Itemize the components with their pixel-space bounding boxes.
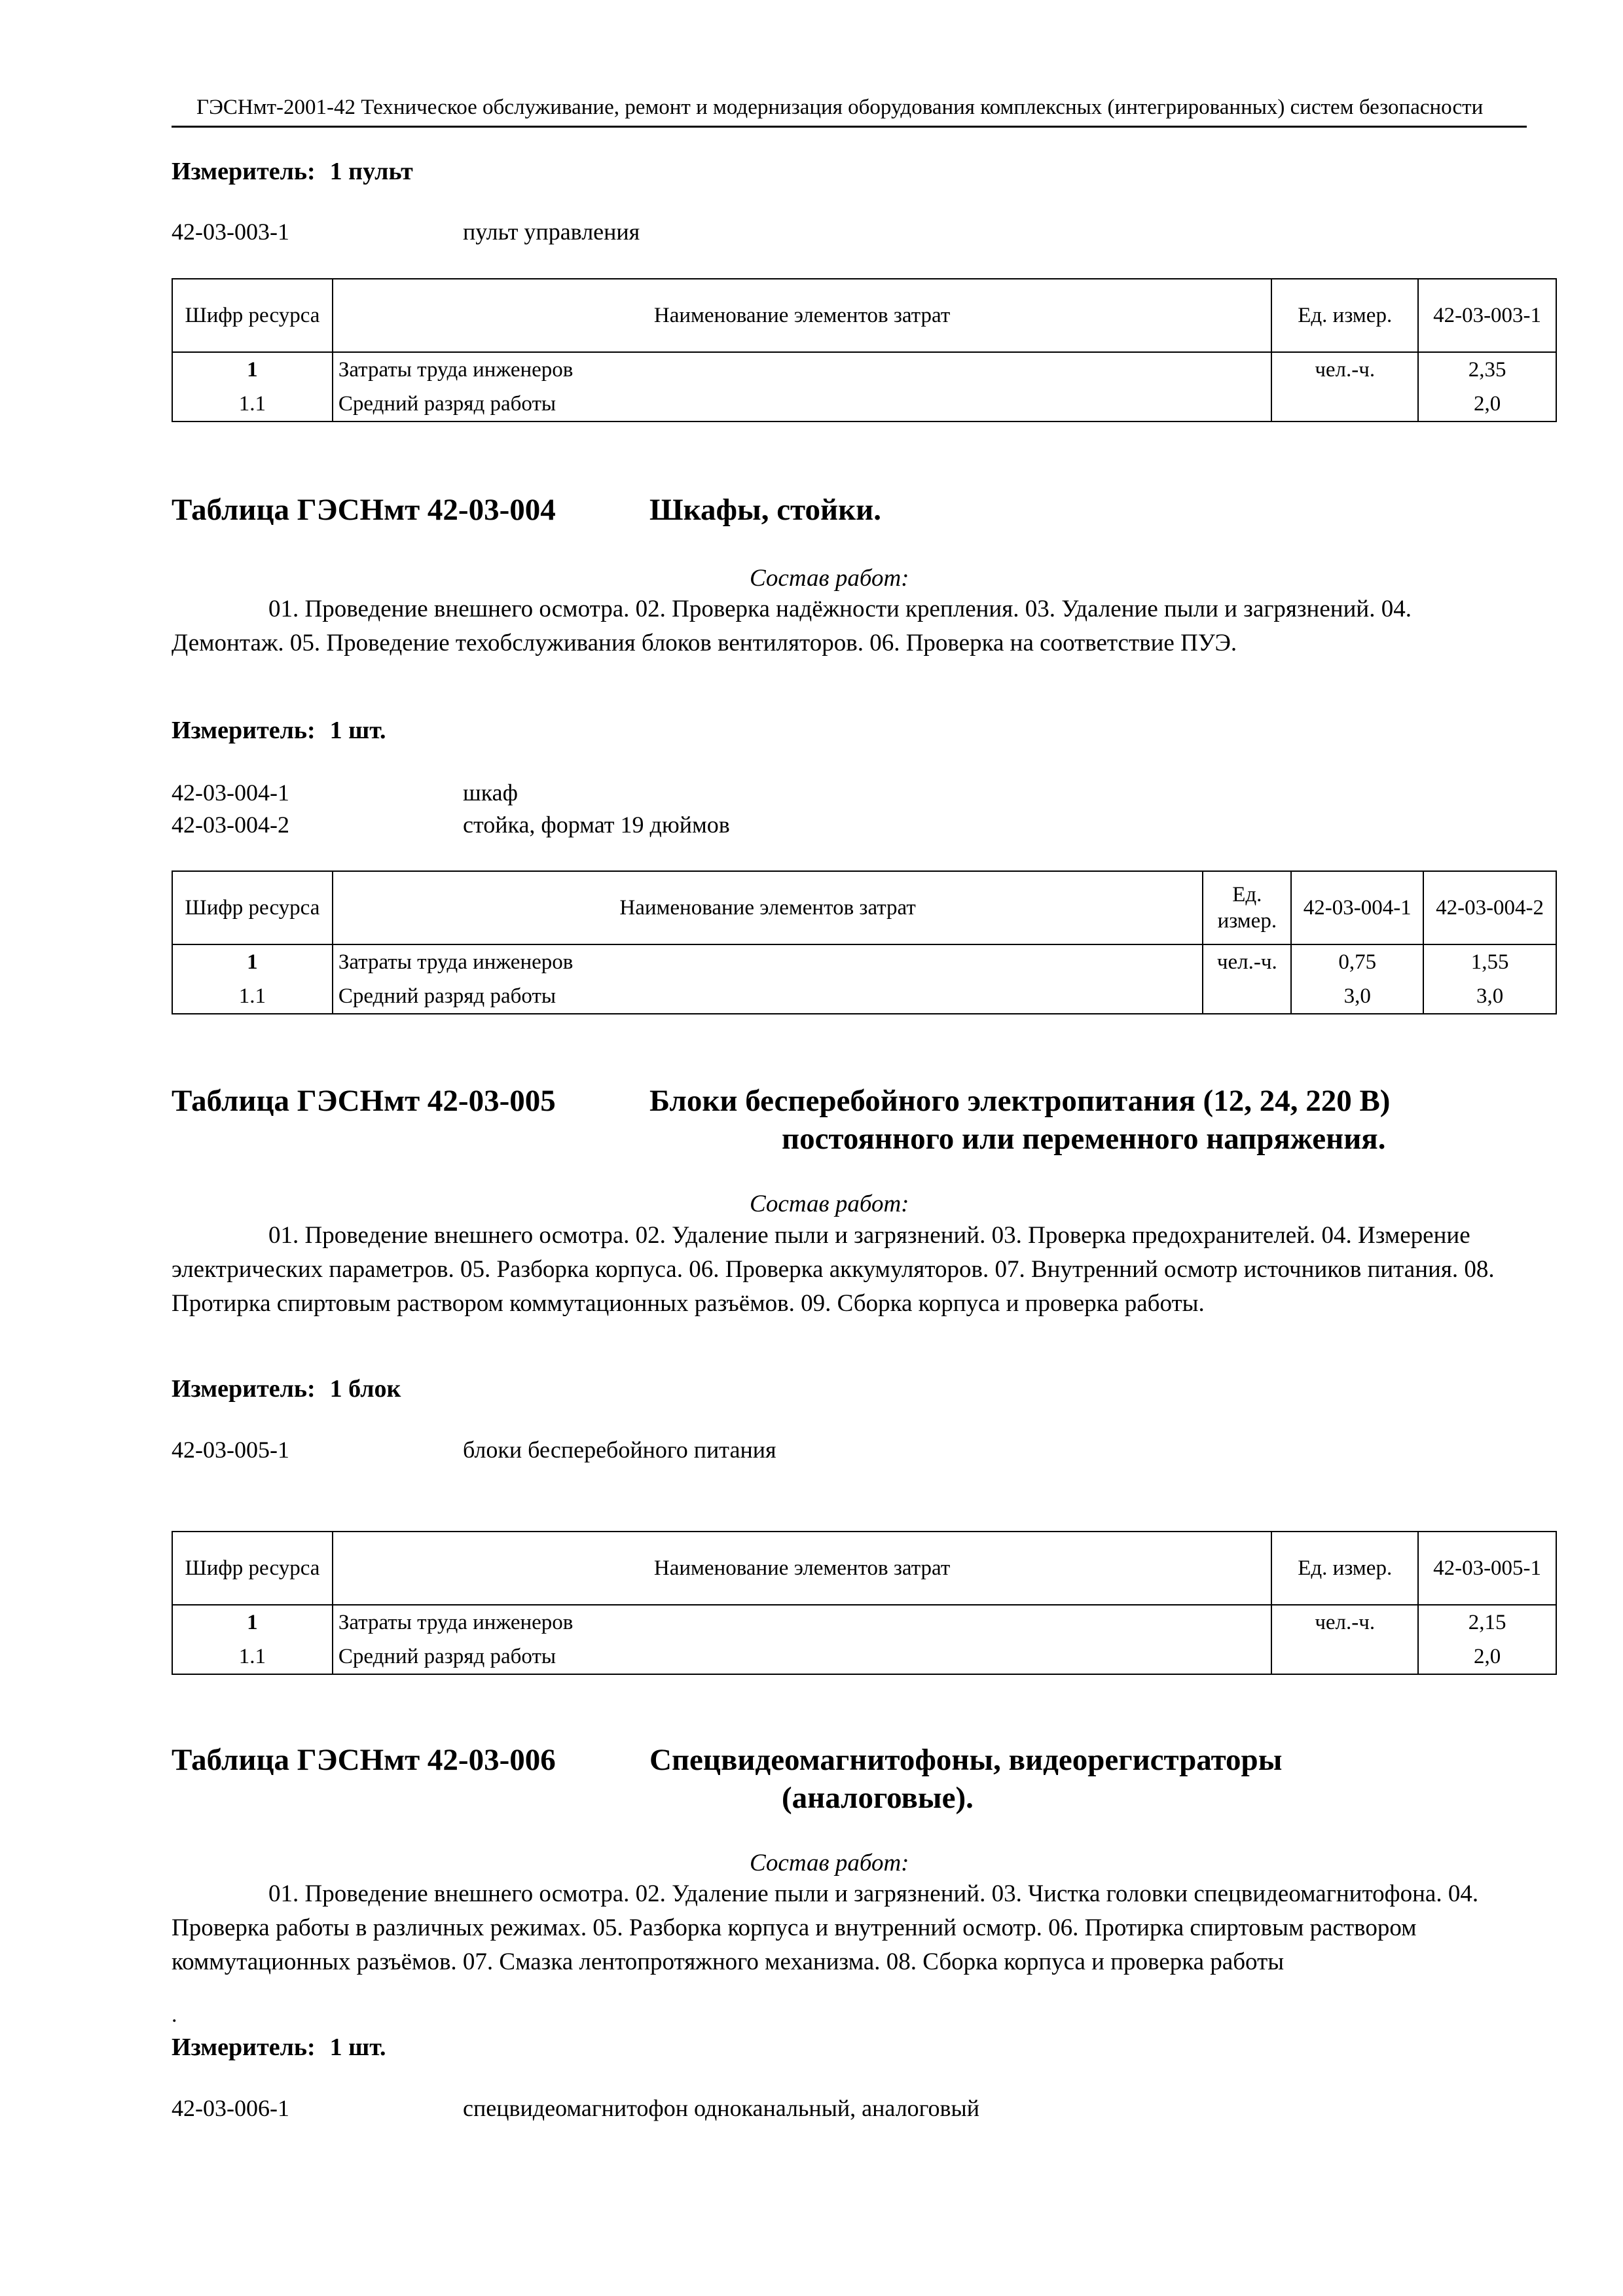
item-name: спецвидеомагнитофон одноканальный, аналоговый [463, 2095, 979, 2121]
header-name: Наименование элементов затрат [333, 871, 1203, 944]
table-title-code: Таблица ГЭСНмт 42-03-006 [172, 1743, 556, 1777]
composition-text-005: 01. Проведение внешнего осмотра. 02. Удаление пыли и загрязнений. 03. Проверка предохранителей. 04. Измерение электрических параметров. 05. Разборка корпуса. 06. Проверка аккумуляторов. 07. Внутренний осмотр источников питания. 08. Протирка спиртовым раствором коммутационных разъёмов. 09. Сборка корпуса и проверка работы. [172, 1222, 1495, 1317]
composition-text-004: 01. Проведение внешнего осмотра. 02. Проверка надёжности крепления. 03. Удаление пыли и загрязнений. 04. Демонтаж. 05. Проведение техобслуживания блоков вентиляторов. 06. Проверка на соответствие ПУЭ. [172, 596, 1412, 656]
table-title-006 [172, 1742, 1481, 1782]
table-header-row [172, 279, 1556, 352]
row-unit: чел.-ч. [1271, 1605, 1418, 1640]
item-42-03-004-2 [172, 811, 1350, 840]
table-title-name-line2: (аналоговые). [782, 1781, 974, 1815]
row-unit: чел.-ч. [1203, 944, 1291, 979]
row-value: 2,0 [1418, 1640, 1556, 1674]
item-name: блоки бесперебойного питания [463, 1437, 776, 1463]
item-42-03-005-1 [172, 1436, 1350, 1465]
item-name: стойка, формат 19 дюймов [463, 812, 730, 838]
row-value: 3,0 [1291, 979, 1423, 1014]
resource-table-004 [172, 870, 1557, 1014]
item-code: 42-03-004-1 [172, 780, 289, 806]
table-title-name: Шкафы, стойки. [649, 493, 882, 527]
table-header-row [172, 1532, 1556, 1605]
measurer-label: Измеритель: [172, 2034, 316, 2061]
measurer-004 [172, 716, 386, 745]
table-header-row [172, 871, 1556, 944]
header-col2: 42-03-004-2 [1423, 871, 1556, 944]
row-value: 2,35 [1418, 352, 1556, 387]
item-42-03-003-1 [172, 218, 1350, 247]
row-code: 1 [172, 352, 333, 387]
header-unit: Ед. измер. [1271, 279, 1418, 352]
composition-text-006: 01. Проведение внешнего осмотра. 02. Удаление пыли и загрязнений. 03. Чистка головки спецвидеомагнитофона. 04. Проверка работы в различных режимах. 05. Разборка корпуса и внутренний осмотр. 06. Протирка спиртовым раствором коммутационных разъёмов. 07. Смазка лентопротяжного механизма. 08. Сборка корпуса и проверка работы [172, 1880, 1479, 1975]
table-row [172, 387, 1556, 422]
table-title-code: Таблица ГЭСНмт 42-03-004 [172, 493, 556, 527]
measurer-003 [172, 157, 413, 186]
header-code: Шифр ресурса [172, 871, 333, 944]
resource-table-003 [172, 278, 1557, 422]
composition-label-004: Состав работ: [750, 565, 909, 592]
header-unit: Ед. измер. [1203, 871, 1291, 944]
item-42-03-006-1 [172, 2094, 1350, 2123]
item-code: 42-03-006-1 [172, 2095, 289, 2121]
item-code: 42-03-005-1 [172, 1437, 289, 1463]
table-title-004 [172, 492, 1481, 531]
header-col1: 42-03-005-1 [1418, 1532, 1556, 1605]
table-row [172, 979, 1556, 1014]
header-name: Наименование элементов затрат [333, 1532, 1271, 1605]
header-code: Шифр ресурса [172, 1532, 333, 1605]
composition-label-005: Состав работ: [750, 1191, 909, 1217]
header-rule [172, 126, 1527, 128]
measurer-005 [172, 1374, 401, 1403]
table-title-name: Блоки бесперебойного электропитания (12, 24, 220 В) [649, 1084, 1391, 1118]
stray-dot: . [172, 2003, 177, 2027]
row-value: 0,75 [1291, 944, 1423, 979]
measurer-label: Измеритель: [172, 1375, 316, 1403]
table-title-name-line2: постоянного или переменного напряжения. [782, 1122, 1386, 1156]
header-col1: 42-03-004-1 [1291, 871, 1423, 944]
measurer-unit: 1 блок [329, 1375, 401, 1403]
header-col1: 42-03-003-1 [1418, 279, 1556, 352]
row-name: Затраты труда инженеров [333, 1605, 1271, 1640]
table-row [172, 352, 1556, 387]
measurer-unit: 1 пульт [329, 158, 413, 185]
row-name: Затраты труда инженеров [333, 944, 1203, 979]
row-code: 1.1 [172, 387, 333, 422]
row-code: 1 [172, 1605, 333, 1640]
item-name: шкаф [463, 780, 518, 806]
row-code: 1.1 [172, 1640, 333, 1674]
row-name: Средний разряд работы [333, 979, 1203, 1014]
row-unit: чел.-ч. [1271, 352, 1418, 387]
table-row [172, 944, 1556, 979]
row-unit [1271, 387, 1418, 422]
composition-label-006: Состав работ: [750, 1850, 909, 1876]
measurer-unit: 1 шт. [329, 2034, 386, 2061]
row-value: 2,15 [1418, 1605, 1556, 1640]
item-code: 42-03-003-1 [172, 219, 289, 245]
item-42-03-004-1 [172, 779, 1350, 808]
measurer-unit: 1 шт. [329, 717, 386, 744]
table-title-name: Спецвидеомагнитофоны, видеорегистраторы [649, 1743, 1283, 1777]
header-unit: Ед. измер. [1271, 1532, 1418, 1605]
row-unit [1203, 979, 1291, 1014]
table-title-code: Таблица ГЭСНмт 42-03-005 [172, 1084, 556, 1118]
row-code: 1 [172, 944, 333, 979]
table-title-005 [172, 1083, 1481, 1122]
row-value: 2,0 [1418, 387, 1556, 422]
item-code: 42-03-004-2 [172, 812, 289, 838]
row-value: 1,55 [1423, 944, 1556, 979]
item-name: пульт управления [463, 219, 640, 245]
row-name: Средний разряд работы [333, 387, 1271, 422]
header-name: Наименование элементов затрат [333, 279, 1271, 352]
row-unit [1271, 1640, 1418, 1674]
row-value: 3,0 [1423, 979, 1556, 1014]
header-code: Шифр ресурса [172, 279, 333, 352]
measurer-006 [172, 2033, 386, 2062]
running-header: ГЭСНмт-2001-42 Техническое обслуживание, ремонт и модернизация оборудования комплексных (интегрированных) систем безопасности [196, 96, 1484, 119]
row-name: Средний разряд работы [333, 1640, 1271, 1674]
measurer-label: Измеритель: [172, 717, 316, 744]
table-row [172, 1605, 1556, 1640]
row-name: Затраты труда инженеров [333, 352, 1271, 387]
measurer-label: Измеритель: [172, 158, 316, 185]
table-row [172, 1640, 1556, 1674]
row-code: 1.1 [172, 979, 333, 1014]
resource-table-005 [172, 1531, 1557, 1675]
